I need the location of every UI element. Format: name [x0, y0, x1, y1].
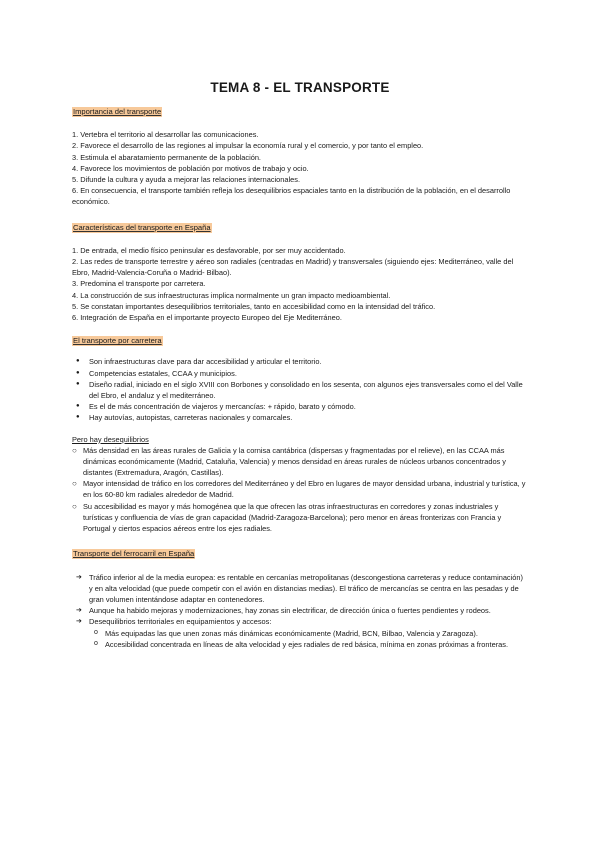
list-item: ○ Más densidad en las áreas rurales de Galicia y la cornisa cantábrica (dispersas y fragmentadas por el relieve), en las CCAA más dinámicas económicamente (Madrid, Cataluña, Valencia) y menos densidad en áreas rurales de núcleos urbanos concentrados y distantes (Extremadura, Aragón, Castillas).	[72, 445, 528, 479]
list-item: o Accesibilidad concentrada en líneas de alta velocidad y ejes radiales de red básica, mínima en zonas próximas a fronteras.	[89, 639, 528, 650]
list-item: 1. Vertebra el territorio al desarrollar las comunicaciones.	[72, 130, 259, 140]
section-heading-importancia: Importancia del transporte	[73, 107, 162, 116]
list-item: o Más equipadas las que unen zonas más dinámicas económicamente (Madrid, BCN, Bilbao, Valencia y Zaragoza).	[89, 628, 528, 639]
section-heading-caracteristicas: Características del transporte en España	[73, 222, 211, 232]
page-title: TEMA 8 - EL TRANSPORTE	[210, 80, 390, 95]
carretera-bullets	[72, 356, 528, 423]
list-item: ○ Mayor intensidad de tráfico en los corredores del Mediterráneo y del Ebro en lugares de mayor densidad urbana, industrial y turística, y en los 60-80 km radiales alrededor de Madrid.	[72, 478, 528, 500]
list-item: ● Diseño radial, iniciado en el siglo XVIII con Borbones y consolidado en los sesenta, con algunos ejes transversales como el del Valle del Ebro, el andaluz y el mediterráneo.	[72, 379, 528, 401]
list-item: ● Es el de más concentración de viajeros y mercancías: + rápido, barato y cómodo.	[72, 401, 528, 412]
list-item: 5. Difunde la cultura y ayuda a mejorar las relaciones internacionales.	[72, 175, 301, 185]
list-item: 3. Estimula el abaratamiento permanente de la población.	[72, 152, 261, 162]
list-item: ➔ Tráfico inferior al de la media europea: es rentable en cercanías metropolitanas (descongestiona carreteras y reduce contaminación) y en alta velocidad (que puede competir con el avión en distancias medias). El tráfico de mercancías se centra en las pesadas y de gran volumen intentándose adaptar en contenedores.	[72, 572, 528, 606]
list-item: 1. De entrada, el medio físico peninsular es desfavorable, por ser muy accidentado.	[72, 245, 346, 255]
section-carretera	[72, 335, 528, 534]
list-item: ● Son infraestructuras clave para dar accesibilidad y articular el territorio.	[72, 356, 528, 367]
list-item: 6. Integración de España en el importante proyecto Europeo del Eje Mediterráneo.	[72, 313, 342, 323]
importancia-list	[72, 129, 528, 207]
section-heading-carretera: El transporte por carretera	[73, 336, 162, 346]
section-importancia	[72, 106, 528, 208]
section-heading-ferrocarril: Transporte del ferrocarril en España	[73, 549, 195, 559]
list-item: 3. Predomina el transporte por carretera.	[72, 279, 206, 289]
list-item: 4. La construcción de sus infraestructuras implica normalmente un gran impacto medioambiental.	[72, 290, 391, 300]
list-item: 5. Se constatan importantes desequilibrios territoriales, tanto en accesibilidad como en la intensidad del tráfico.	[72, 301, 436, 311]
list-item: ○ Su accesibilidad es mayor y más homogénea que la que ofrecen las otras infraestructuras en corredores y zonas industriales y turísticas y confluencia de vías de gran capacidad (Madrid-Zaragoza-Barcelona); pero menor en áreas fronterizas con Francia y Portugal y ciertos espacios aéreos entre los ejes radiales.	[72, 501, 528, 535]
caracteristicas-list	[72, 245, 528, 323]
list-item: ➔ Aunque ha habido mejoras y modernizaciones, hay zonas sin electrificar, de dirección única o fuertes pendientes y rodeos.	[72, 605, 528, 616]
list-item: 6. En consecuencia, el transporte también refleja los desequilibrios espaciales tanto en la distribución de la población, en el desarrollo económico.	[72, 186, 511, 207]
ferrocarril-list	[72, 572, 528, 628]
list-item: ● Competencias estatales, CCAA y municipios.	[72, 368, 528, 379]
list-item: 2. Las redes de transporte terrestre y aéreo son radiales (centradas en Madrid) y transversales (siguiendo ejes: Mediterráneo, valle del Ebro, Madrid-Valencia-Coruña o Madrid- Bilbao).	[72, 257, 514, 278]
list-item: ● Hay autovías, autopistas, carreteras nacionales y comarcales.	[72, 412, 528, 423]
list-item: 2. Favorece el desarrollo de las regiones al impulsar la economía rural y el comercio, y por tanto el empleo.	[72, 141, 424, 151]
ferrocarril-sublist	[89, 628, 528, 650]
list-item: ➔ Desequilibrios territoriales en equipamientos y accesos:	[72, 616, 528, 627]
section-ferrocarril	[72, 548, 528, 650]
section-caracteristicas	[72, 222, 528, 324]
list-item: 4. Favorece los movimientos de población por motivos de trabajo y ocio.	[72, 163, 309, 173]
desequilibrios-list	[72, 445, 528, 535]
desequilibrios-subheading: Pero hay desequilibrios	[72, 434, 149, 444]
